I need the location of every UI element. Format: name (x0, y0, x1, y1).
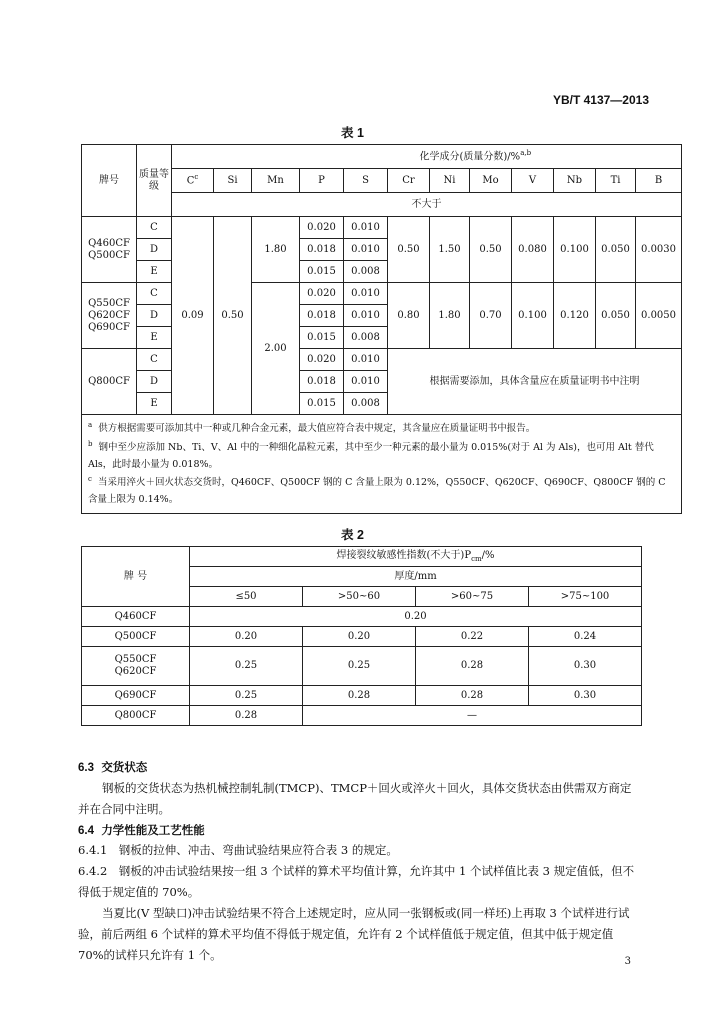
pcm-value: 0.28 (416, 647, 529, 686)
table2-caption: 表 2 (341, 528, 364, 542)
cr-value: 0.50 (388, 217, 430, 283)
pcm-value: 0.25 (303, 647, 416, 686)
element-Ni: Ni (430, 169, 470, 193)
section-6-4-heading: 6.4 力学性能及工艺性能 (78, 825, 205, 837)
element-Si: Si (214, 169, 252, 193)
s-value: 0.008 (344, 393, 388, 415)
thickness-label: 厚度/mm (190, 567, 642, 587)
pcm-table (81, 546, 642, 726)
element-V: V (512, 169, 554, 193)
pcm-value: 0.20 (303, 627, 416, 647)
pcm-value: 0.22 (416, 627, 529, 647)
mo-value: 0.50 (470, 217, 512, 283)
quality-level: D (137, 239, 172, 261)
s-value: 0.010 (344, 283, 388, 305)
element-Nb: Nb (554, 169, 596, 193)
pcm-value: 0.25 (190, 647, 303, 686)
p-value: 0.015 (300, 393, 344, 415)
element-Ti: Ti (596, 169, 636, 193)
p-value: 0.020 (300, 217, 344, 239)
standard-number: YB/T 4137—2013 (552, 93, 649, 107)
p-value: 0.018 (300, 239, 344, 261)
chem-title: 化学成分(质量分数)/%$^{a,b}$ (172, 145, 682, 169)
grade-cell: Q500CF (82, 627, 190, 647)
s-value: 0.010 (344, 349, 388, 371)
element-P: P (300, 169, 344, 193)
element-B: B (636, 169, 682, 193)
range-header: >60~75 (416, 587, 529, 607)
mn-value: 2.00 (252, 283, 300, 415)
section-6-4-1: 6.4.1 钢板的拉伸、冲击、弯曲试验结果应符合表 3 的规定。 (78, 843, 398, 857)
section-6-3-heading: 6.3 交货状态 (78, 762, 148, 774)
section-6-3-text: 钢板的交货状态为热机械控制轧制(TMCP)、TMCP＋回火或淬火＋回火，具体交货状态由供需双方商定并在合同中注明。 (78, 781, 632, 816)
pcm-value: — (303, 706, 642, 726)
s-value: 0.008 (344, 327, 388, 349)
element-Mn: Mn (252, 169, 300, 193)
quality-level-header: 质量等级 (137, 145, 172, 217)
ti-value: 0.050 (596, 283, 636, 349)
grade-cell: Q460CF Q500CF (82, 217, 137, 283)
range-header: >75~100 (529, 587, 642, 607)
pcm-value: 0.25 (190, 686, 303, 706)
quality-level: D (137, 371, 172, 393)
pcm-title: 焊接裂纹敏感性指数(不大于)$P_{cm}/\%$ (190, 547, 642, 567)
grade-cell: Q550CF Q620CF Q690CF (82, 283, 137, 349)
quality-level: E (137, 393, 172, 415)
ti-value: 0.050 (596, 217, 636, 283)
pcm-value: 0.28 (303, 686, 416, 706)
not-greater-label: 不大于 (172, 193, 682, 217)
p-value: 0.020 (300, 349, 344, 371)
table1-notes (82, 415, 682, 514)
s-value: 0.010 (344, 371, 388, 393)
pcm-value: 0.20 (190, 627, 303, 647)
s-value: 0.010 (344, 305, 388, 327)
pcm-value: 0.24 (529, 627, 642, 647)
table1-caption: 表 1 (341, 126, 364, 140)
s-value: 0.010 (344, 239, 388, 261)
c-value: 0.09 (172, 217, 214, 415)
grade-cell: Q690CF (82, 686, 190, 706)
ni-value: 1.80 (430, 283, 470, 349)
quality-level: E (137, 327, 172, 349)
page-number: 3 (624, 956, 631, 967)
p-value: 0.015 (300, 261, 344, 283)
ni-value: 1.50 (430, 217, 470, 283)
mo-value: 0.70 (470, 283, 512, 349)
pcm-value: 0.28 (416, 686, 529, 706)
section-6-4-2-cont: 当夏比(V 型缺口)冲击试验结果不符合上述规定时，应从同一张钢板或(同一样坯)上再取 3 个试样进行试验，前后两组 6 个试样的算术平均值不得低于规定值，允许有 2 个试样值低于规定值，但其中低于规定值 70%的试样只允许有 1 个。 (78, 906, 630, 962)
element-C: $C^c$ (172, 169, 214, 193)
chemical-composition-table (81, 144, 682, 514)
quality-level: C (137, 283, 172, 305)
pcm-value: 0.30 (529, 647, 642, 686)
grade-cell: Q800CF (82, 706, 190, 726)
range-header: >50~60 (303, 587, 416, 607)
s-value: 0.010 (344, 217, 388, 239)
section-6-4-2: 6.4.2 钢板的冲击试验结果按一组 3 个试样的算术平均值计算，允许其中 1 个试样值比表 3 规定值低，但不得低于规定值的 70%。 (78, 864, 635, 899)
p-value: 0.015 (300, 327, 344, 349)
s-value: 0.008 (344, 261, 388, 283)
grade-cell: Q550CF Q620CF (82, 647, 190, 686)
quality-level: C (137, 349, 172, 371)
pcm-value: 0.28 (190, 706, 303, 726)
note-b: $^b$ 钢中至少应添加 Nb、Ti、V、Al 中的一种细化晶粒元素，其中至少一种元素的最小量为 0.015%(对于 Al 为 Als)，也可用 Alt 替代 Als，此时最小量为 0.018%。 (88, 439, 654, 470)
v-value: 0.080 (512, 217, 554, 283)
b-value: 0.0050 (636, 283, 682, 349)
grade-cell: Q460CF (82, 607, 190, 627)
nb-value: 0.120 (554, 283, 596, 349)
pcm-value: 0.30 (529, 686, 642, 706)
b-value: 0.0030 (636, 217, 682, 283)
si-value: 0.50 (214, 217, 252, 415)
mn-value: 1.80 (252, 217, 300, 283)
cr-value: 0.80 (388, 283, 430, 349)
grade-cell: Q800CF (82, 349, 137, 415)
note-c: $^c$ 当采用淬火＋回火状态交货时，Q460CF、Q500CF 钢的 C 含量上限为 0.12%，Q550CF、Q620CF、Q690CF、Q800CF 钢的 C 含量上限为 0.14%。 (88, 475, 666, 505)
pcm-value: 0.20 (190, 607, 642, 627)
quality-level: D (137, 305, 172, 327)
element-S: S (344, 169, 388, 193)
p-value: 0.018 (300, 305, 344, 327)
quality-level: E (137, 261, 172, 283)
p-value: 0.020 (300, 283, 344, 305)
p-value: 0.018 (300, 371, 344, 393)
grade-header: 牌 号 (82, 547, 190, 607)
grade-header: 牌号 (82, 145, 137, 217)
element-Cr: Cr (388, 169, 430, 193)
range-header: ≤50 (190, 587, 303, 607)
note-a: $^a$ 供方根据需要可添加其中一种或几种合金元素，最大值应符合表中规定，其含量应在质量证明书中报告。 (88, 421, 536, 435)
remark-cell: 根据需要添加，具体含量应在质量证明书中注明 (388, 349, 682, 415)
v-value: 0.100 (512, 283, 554, 349)
element-Mo: Mo (470, 169, 512, 193)
quality-level: C (137, 217, 172, 239)
nb-value: 0.100 (554, 217, 596, 283)
